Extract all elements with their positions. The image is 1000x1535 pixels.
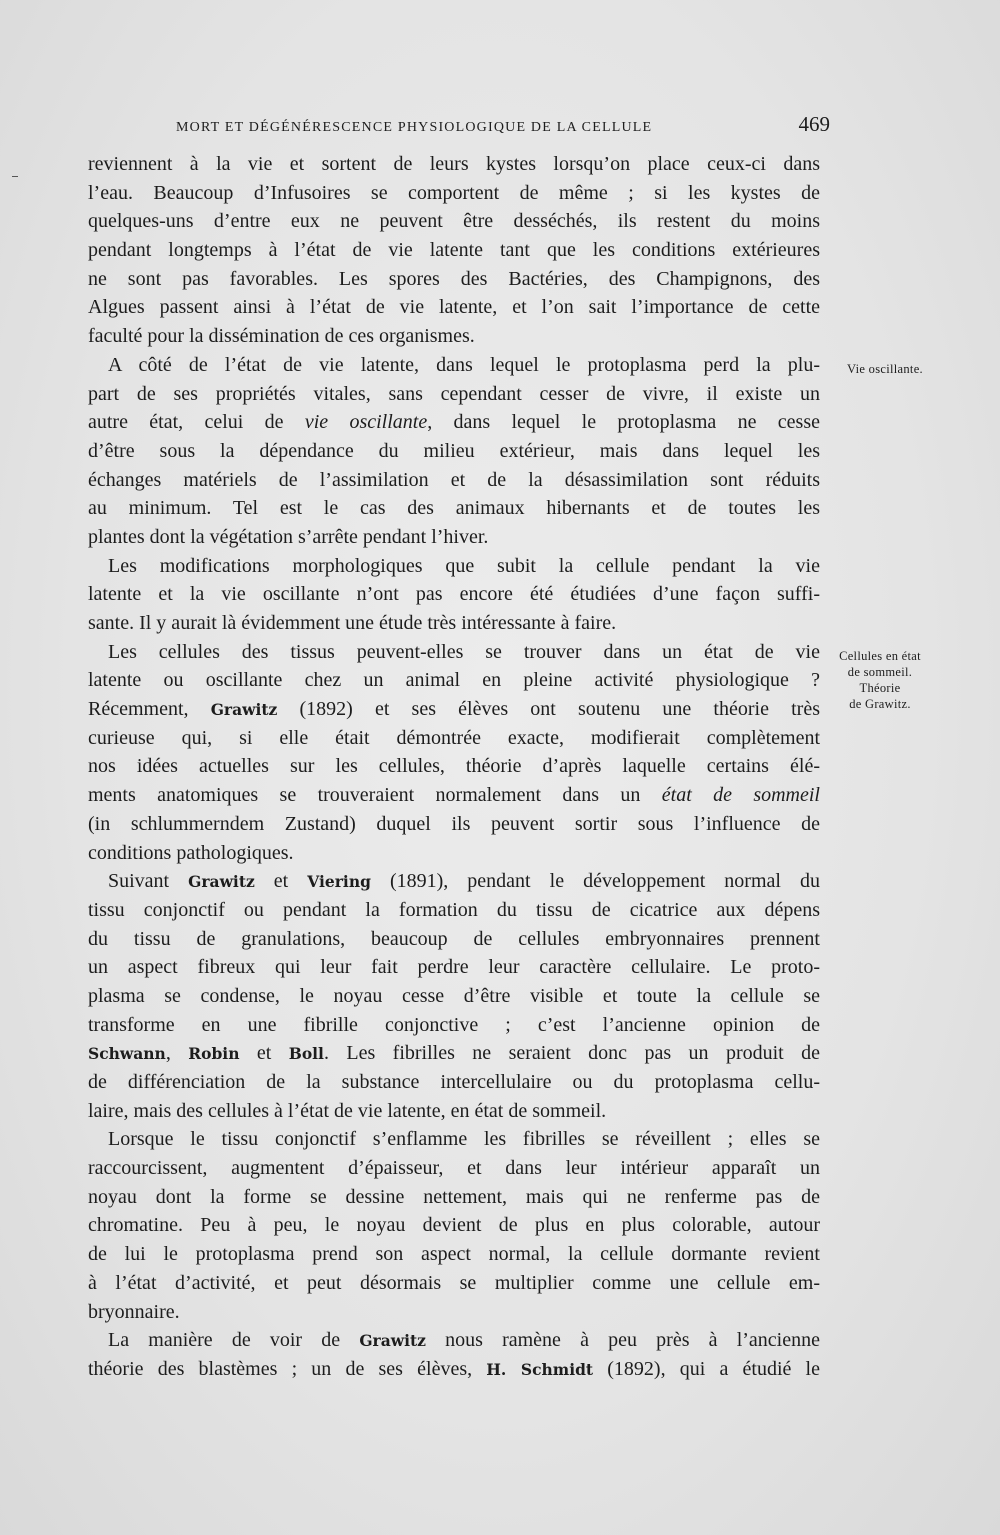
- text-span: , dans lequel le protoplasma ne cesse: [427, 411, 820, 434]
- text-line: curieuse qui, si elle était démontrée exacte, modifierait complètement: [88, 726, 820, 749]
- text-line: [88, 408, 820, 437]
- text-line: [88, 1039, 820, 1068]
- text-line: Les modifications morphologiques que subit la cellule pendant la vie: [108, 554, 820, 577]
- text-span: (1892), qui a étudié le: [593, 1357, 820, 1380]
- text-line: reviennent à la vie et sortent de leurs kystes lorsqu’on place ceux-ci dans: [88, 153, 820, 175]
- sidenote-vie-oscillante: Vie oscillante.: [847, 362, 923, 376]
- italic-term: état de sommeil: [661, 784, 820, 807]
- author-name: Grawitz: [188, 872, 255, 892]
- text-line: (in schlummerndem Zustand) duquel ils peuvent sortir sous l’influence de: [88, 812, 820, 835]
- italic-term: vie oscillante: [304, 411, 428, 434]
- text-line: Algues passent ainsi à l’état de vie latente, et l’on sait l’importance de cette: [88, 296, 820, 319]
- author-name: Viering: [307, 872, 371, 892]
- text-span: et: [254, 870, 308, 893]
- running-title: MORT ET DÉGÉNÉRESCENCE PHYSIOLOGIQUE DE LA CELLULE: [176, 120, 653, 135]
- running-head: [170, 112, 830, 137]
- text-span: ,: [165, 1042, 189, 1065]
- sidenote-cellules-sommeil: [828, 648, 932, 712]
- text-span: et: [239, 1042, 289, 1065]
- text-span: Récemment,: [88, 698, 211, 721]
- text-line: Les cellules des tissus peuvent-elles se trouver dans un état de vie: [108, 640, 820, 663]
- text-line: conditions pathologiques.: [88, 841, 294, 864]
- text-line: raccourcissent, augmentent d’épaisseur, et dans leur intérieur apparaît un: [88, 1157, 820, 1180]
- text-line: de lui le protoplasma prend son aspect normal, la cellule dormante revient: [88, 1243, 820, 1266]
- text-line: part de ses propriétés vitales, sans cependant cesser de vivre, il existe un: [88, 382, 820, 405]
- author-name: Grawitz: [359, 1331, 426, 1351]
- text-line: pendant longtemps à l’état de vie latente tant que les conditions extérieures: [88, 239, 820, 262]
- text-line: plasma se condense, le noyau cesse d’être visible et toute la cellule se: [88, 984, 820, 1007]
- text-span: théorie des blastèmes ; un de ses élèves,: [88, 1357, 487, 1380]
- text-line: échanges matériels de l’assimilation et de la désassimilation sont réduits: [88, 468, 820, 491]
- text-line: Lorsque le tissu conjonctif s’enflamme les fibrilles se réveillent ; elles se: [108, 1128, 820, 1151]
- author-name: Grawitz: [210, 700, 278, 720]
- text-span: ments anatomiques se trouveraient normalement dans un: [88, 784, 662, 807]
- text-line: latente ou oscillante chez un animal en pleine activité physiologique ?: [88, 669, 820, 692]
- text-line: au minimum. Tel est le cas des animaux hibernants et de toutes les: [88, 497, 820, 520]
- text-line: ne sont pas favorables. Les spores des Bactéries, des Champignons, des: [88, 267, 820, 290]
- text-line: laire, mais des cellules à l’état de vie latente, en état de sommeil.: [88, 1099, 607, 1122]
- text-line: tissu conjonctif ou pendant la formation du tissu de cicatrice aux dépens: [88, 898, 820, 921]
- margin-mark: [12, 176, 18, 177]
- text-line: à l’état d’activité, et peut désormais se multiplier comme une cellule em-: [88, 1271, 820, 1294]
- text-line: plantes dont la végétation s’arrête pendant l’hiver.: [88, 525, 489, 548]
- text-line: quelques-uns d’entre eux ne peuvent être desséchés, ils restent du moins: [88, 210, 820, 233]
- sidenote-line: Cellules en état: [839, 649, 921, 663]
- text-line: [88, 1355, 820, 1384]
- page-number: 469: [798, 112, 830, 136]
- text-line: [88, 781, 820, 810]
- author-name: Schwann: [88, 1044, 166, 1064]
- text-line: d’être sous la dépendance du milieu extérieur, mais dans lequel les: [88, 439, 820, 462]
- text-line: bryonnaire.: [88, 1300, 180, 1323]
- author-name: Boll: [288, 1044, 324, 1064]
- text-span: (1891), pendant le développement normal du: [370, 870, 820, 893]
- text-line: A côté de l’état de vie latente, dans lequel le protoplasma perd la plu-: [108, 353, 820, 376]
- text-line: un aspect fibreux qui leur fait perdre leur caractère cellulaire. Le proto-: [88, 956, 820, 979]
- text-line: sante. Il y aurait là évidemment une étude très intéressante à faire.: [88, 612, 617, 634]
- author-name: Robin: [188, 1044, 240, 1064]
- text-line: noyau dont la forme se dessine nettement, mais qui ne renferme pas de: [88, 1185, 820, 1208]
- text-line: latente et la vie oscillante n’ont pas encore été étudiées d’une façon suffi-: [88, 583, 820, 606]
- text-line: transforme en une fibrille conjonctive ; c’est l’ancienne opinion de: [88, 1013, 820, 1036]
- sidenote-line: de Grawitz.: [849, 697, 911, 711]
- text-span: . Les fibrilles ne seraient donc pas un produit de: [323, 1042, 821, 1065]
- author-name: H. Schmidt: [486, 1359, 594, 1379]
- body-text: [88, 150, 820, 1384]
- text-span: Suivant: [108, 870, 189, 893]
- text-line: chromatine. Peu à peu, le noyau devient de plus en plus colorable, autour: [88, 1214, 820, 1237]
- text-line: l’eau. Beaucoup d’Infusoires se comportent de même ; si les kystes de: [88, 181, 820, 204]
- sidenote-line: Théorie: [859, 681, 901, 695]
- text-span: autre état, celui de: [88, 411, 305, 434]
- text-line: du tissu de granulations, beaucoup de cellules embryonnaires prennent: [88, 927, 820, 950]
- text-line: nos idées actuelles sur les cellules, théorie d’après laquelle certains élé-: [88, 755, 820, 778]
- sidenote-line: de sommeil.: [847, 665, 913, 679]
- text-span: La manière de voir de: [108, 1329, 360, 1352]
- text-line: [88, 867, 820, 896]
- text-span: nous ramène à peu près à l’ancienne: [425, 1329, 820, 1352]
- text-span: (1892) et ses élèves ont soutenu une théorie très: [277, 698, 820, 721]
- text-line: [88, 1326, 820, 1355]
- text-line: [88, 695, 820, 724]
- text-line: faculté pour la dissémination de ces organismes.: [88, 325, 475, 348]
- text-line: de différenciation de la substance intercellulaire ou du protoplasma cellu-: [88, 1071, 820, 1093]
